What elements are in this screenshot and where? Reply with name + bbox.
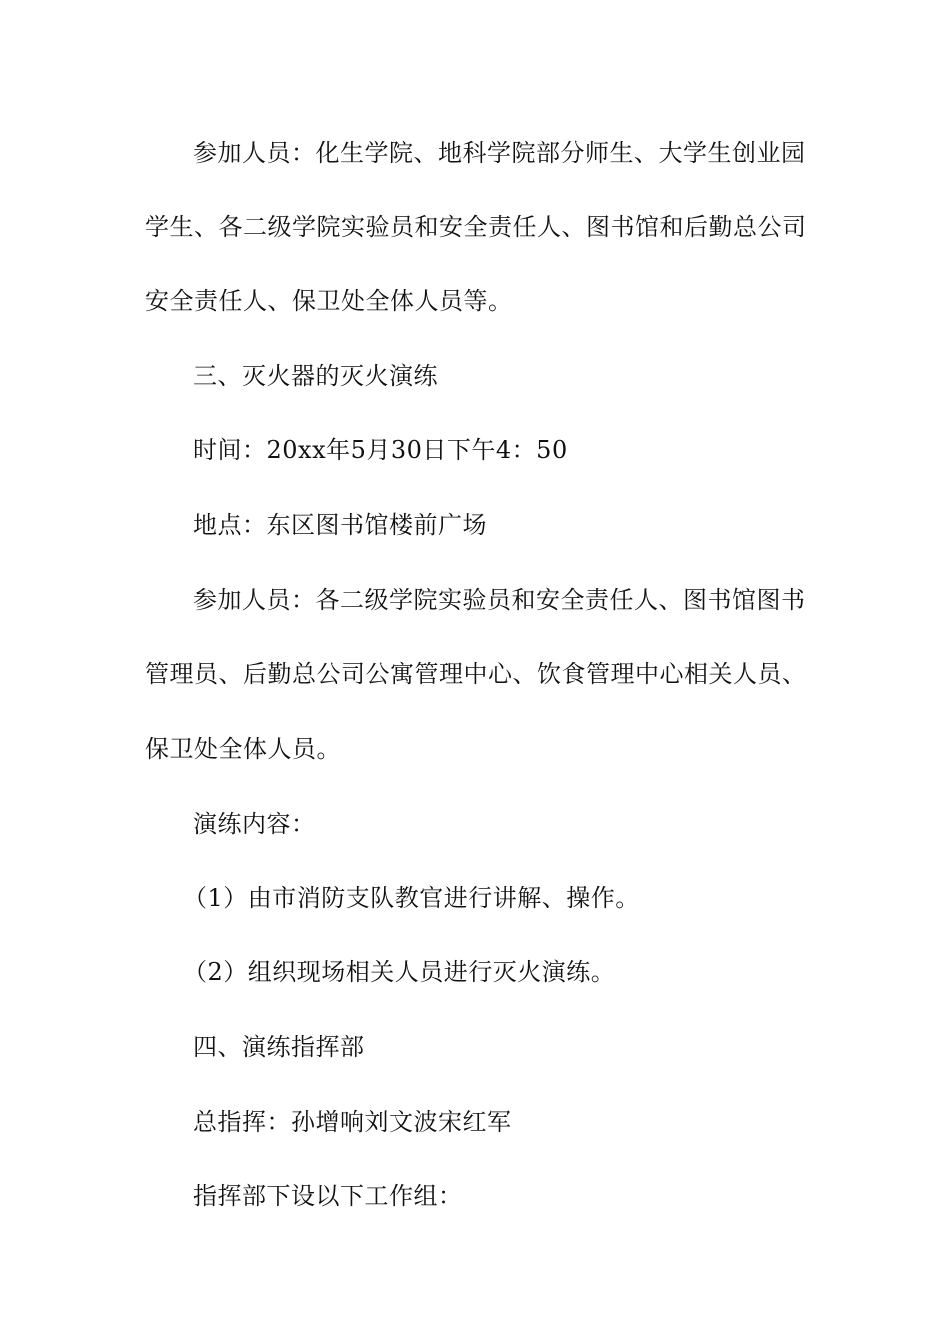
drill-content-label: 演练内容：: [193, 810, 316, 838]
section-heading-4: 四、演练指挥部: [193, 1033, 365, 1061]
paragraph-participants-1-line-2: 学生、各二级学院实验员和安全责任人、图书馆和后勤总公司: [145, 213, 807, 241]
paragraph-participants-2-line-1: 参加人员：各二级学院实验员和安全责任人、图书馆图书: [193, 586, 806, 614]
drill-time: 时间：20xx年5月30日下午4：50: [193, 436, 568, 464]
drill-content-item-1: （1）由市消防支队教官进行讲解、操作。: [183, 884, 640, 912]
drill-location: 地点：东区图书馆楼前广场: [193, 511, 487, 539]
commander-in-chief: 总指挥：孙增响刘文波宋红军: [193, 1108, 512, 1136]
section-heading-3: 三、灭火器的灭火演练: [193, 362, 438, 390]
paragraph-participants-2-line-3: 保卫处全体人员。: [145, 735, 341, 763]
paragraph-participants-2-line-2: 管理员、后勤总公司公寓管理中心、饮食管理中心相关人员、: [145, 660, 807, 688]
paragraph-participants-1-line-1: 参加人员：化生学院、地科学院部分师生、大学生创业园: [193, 139, 806, 167]
drill-content-item-2: （2）组织现场相关人员进行灭火演练。: [183, 958, 616, 986]
working-groups-intro: 指挥部下设以下工作组：: [193, 1182, 463, 1210]
paragraph-participants-1-line-3: 安全责任人、保卫处全体人员等。: [145, 287, 513, 315]
